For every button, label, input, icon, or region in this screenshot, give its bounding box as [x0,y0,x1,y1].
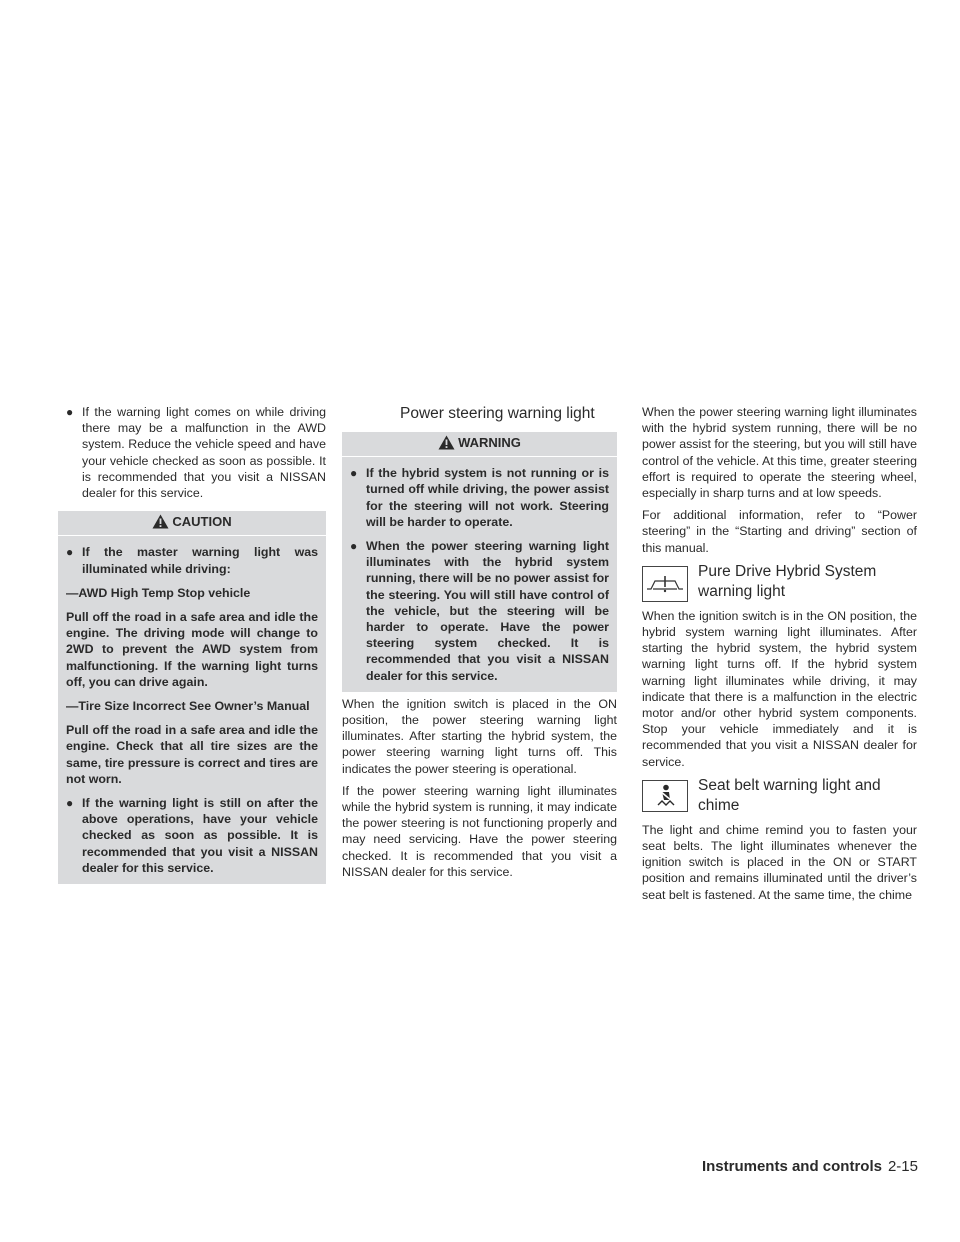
seatbelt-icon-frame [642,780,688,812]
bullet-text: If the warning light is still on after the above operations, have your vehicle checked as soon as possible. It is recommended that you visit a NISSAN dealer for this service. [82,796,318,875]
column-middle [342,404,617,886]
page-number: 2-15 [887,1158,918,1175]
body-paragraph: When the power steering warning light illuminates with the hybrid system running, there will be no power assist for the steering, but you will still have control of the vehicle. At this time, greater steering effort is required to operate the steering wheel, especially in sharp turns and at low speeds. [642,405,917,501]
bullet-marker: ● [66,405,74,419]
hybrid-car-icon [645,571,685,597]
warning-triangle-icon [152,514,169,529]
bullet-text: When the power steering warning light illuminates with the hybrid system running, there will be no power assist for the steering. You will still have control of the vehicle, but the steering will be harder to operate. Have the power steering system checked. It is recommended that you visit a NISSAN dealer for this service. [366,539,609,683]
section-heading-hybrid: Pure Drive Hybrid System warning light [698,562,877,600]
caution-paragraph: —AWD High Temp Stop vehicle [66,585,251,600]
warning-header [342,432,617,457]
hybrid-icon-frame [642,566,688,602]
list-item [66,795,318,876]
section-heading-seatbelt: Seat belt warning light and chime [698,776,881,814]
list-item [58,404,326,501]
caution-box [58,511,326,884]
body-paragraph: When the ignition switch is placed in the ON position, the power steering warning light illuminates. After starting the hybrid system, the power steering warning light turns off. This indicates the power steering is operational. [342,696,617,776]
list-item [350,465,609,530]
bullet-marker: ● [66,796,74,811]
body-paragraph: If the power steering warning light illuminates while the hybrid system is running, it may indicate the power steering is not functioning properly and may need servicing. Have the power steering checked. It is recommended that you visit a NISSAN dealer for this service. [342,783,617,879]
bullet-marker: ● [350,539,358,554]
bullet-marker: ● [66,545,74,560]
caution-paragraph: —Tire Size Incorrect See Owner’s Manual [66,699,310,714]
caution-paragraph: Pull off the road in a safe area and idle the engine. The driving mode will change to 2WD to prevent the AWD system from malfunctioning. If the warning light turns off, you can drive again. [66,610,318,689]
hybrid-warning-heading-block [642,562,917,602]
bullet-text: If the master warning light was illuminated while driving: [82,545,318,576]
body-paragraph: The light and chime remind you to fasten your seat belts. The light illuminates whenever the ignition switch is placed in the ON or START position and remains illuminated until the driver’s seat belt is fastened. At the same time, the chime [642,822,917,902]
caution-paragraph: Pull off the road in a safe area and idle the engine. Check that all tire sizes are the same, tire pressure is correct and tires are not worn. [66,723,318,786]
list-item [66,544,318,576]
seatbelt-heading-block [642,776,917,816]
column-left [58,404,326,884]
bullet-text: If the warning light comes on while driving there may be a malfunction in the AWD system. Reduce the vehicle speed and have your vehicle checked as soon as possible. It is recommended that you visit a NISSAN dealer for this service. [82,405,326,501]
caution-header [58,511,326,536]
caution-title: CAUTION [172,514,232,530]
bullet-text: If the hybrid system is not running or is turned off while driving, the power assist for the steering will not work. Steering will be harder to operate. [366,466,609,529]
warning-box [342,432,617,692]
warning-title: WARNING [458,435,521,450]
bullet-marker: ● [350,466,358,481]
column-right [642,404,917,909]
body-paragraph: When the ignition switch is in the ON position, the hybrid system warning light illuminates. After starting the hybrid system, the hybrid system warning light turns off. If the hybrid system warning light illuminates while driving, it may indicate that there is a malfunction in the electric motor and/or other hybrid system components. Stop your vehicle immediately and it is recommended that you visit a NISSAN dealer for service. [642,608,917,769]
seatbelt-icon [654,784,676,808]
warning-triangle-icon [438,435,455,450]
section-heading-power-steering: Power steering warning light [400,405,595,422]
footer-section-label: Instruments and controls [701,1158,882,1175]
page-footer [702,1158,918,1175]
list-item [350,538,609,684]
body-paragraph: For additional information, refer to “Power steering” in the “Starting and driving” section of this manual. [642,508,917,555]
